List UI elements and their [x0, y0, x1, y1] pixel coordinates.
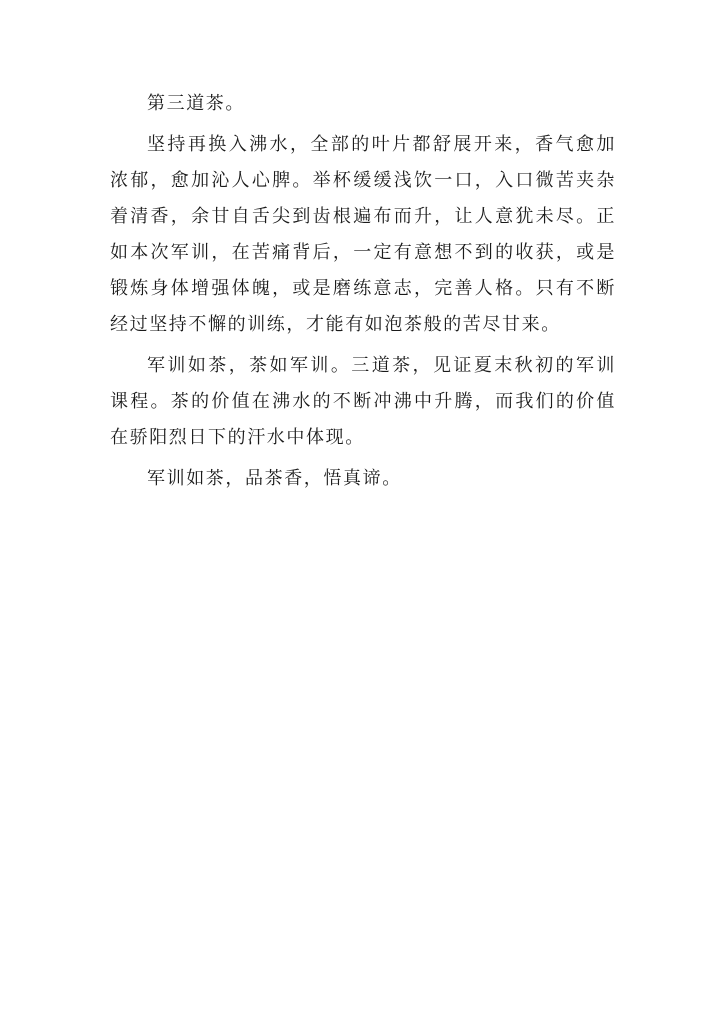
document-body [110, 86, 616, 502]
paragraph: 军训如茶，品茶香，悟真谛。 [147, 468, 402, 489]
paragraph: 军训如茶，茶如军训。三道茶，见证夏末秋初的军训课程。茶的价值在沸水的不断冲沸中升腾，而我们的价值在骄阳烈日下的汗水中体现。 [110, 355, 616, 448]
paragraph: 坚持再换入沸水，全部的叶片都舒展开来，香气愈加浓郁，愈加沁人心脾。举杯缓缓浅饮一口，入口微苦夹杂着清香，余甘自舌尖到齿根遍布而升，让人意犹未尽。正如本次军训，在苦痛背后，一定有意想不到的收获，或是锻炼身体增强体魄，或是磨练意志，完善人格。只有不断经过坚持不懈的训练，才能有如泡茶般的苦尽甘来。 [110, 134, 616, 335]
paragraph-heading: 第三道茶。 [147, 93, 245, 114]
